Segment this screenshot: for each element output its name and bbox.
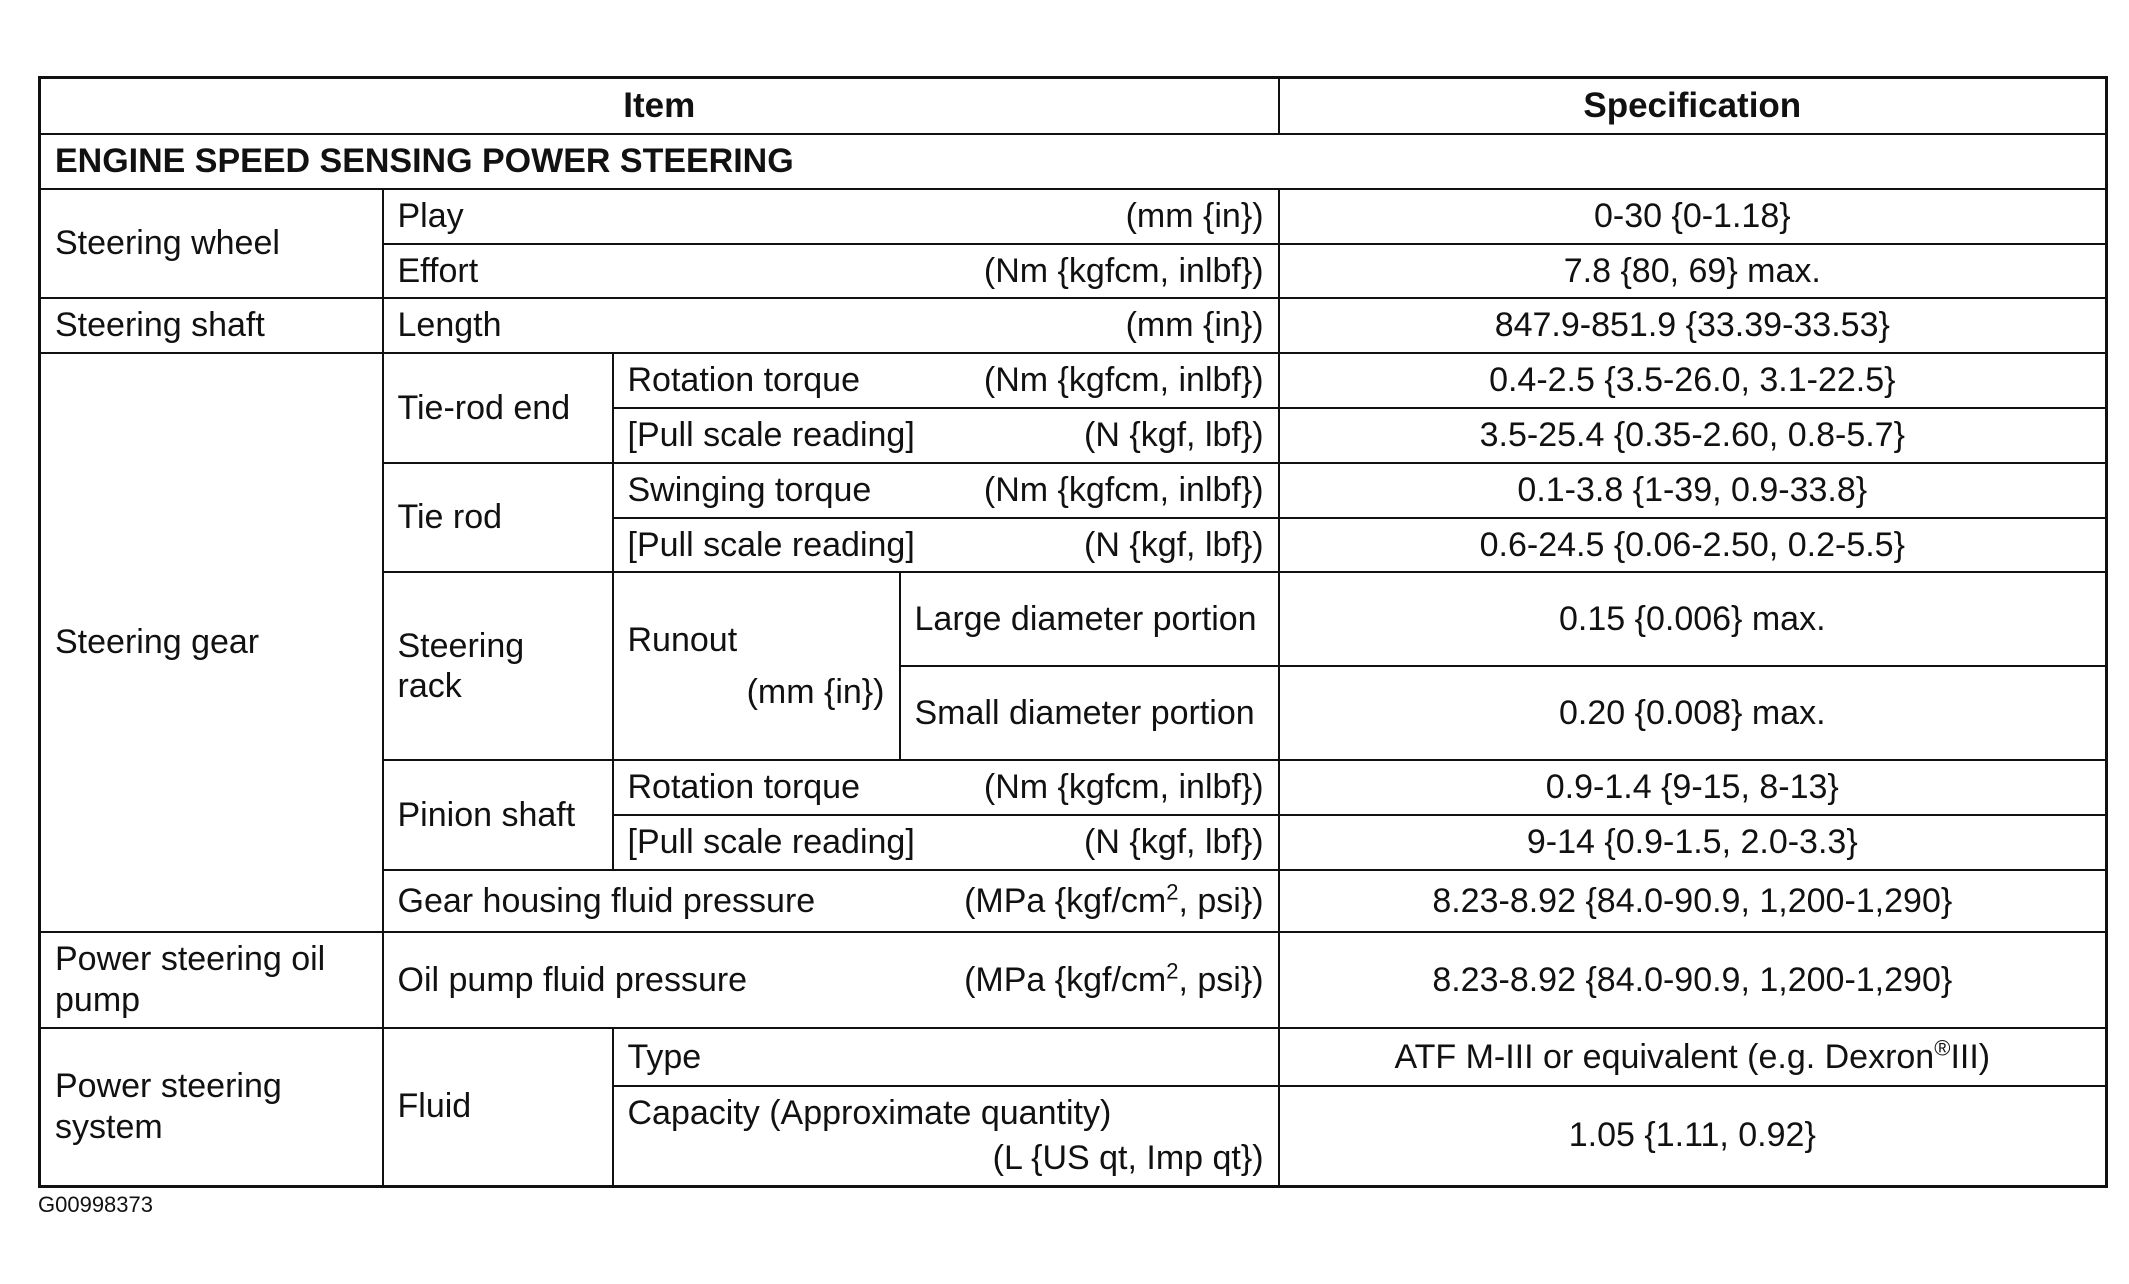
oil-pump-label: Power steering oil pump [40, 932, 383, 1028]
header-row [40, 78, 2107, 135]
length-item [383, 298, 1279, 353]
length-spec: 847.9-851.9 {33.39-33.53} [1279, 298, 2107, 353]
table-row [40, 298, 2107, 353]
effort-name: Effort [397, 251, 479, 290]
type-spec-a: ATF M-III or equivalent (e.g. Dexron [1394, 1037, 1935, 1076]
tr-pull-spec: 0.6-24.5 {0.06-2.50, 0.2-5.5} [1279, 518, 2107, 573]
ps-rotation-name: Rotation torque [627, 768, 860, 807]
ps-pull-spec: 9-14 {0.9-1.5, 2.0-3.3} [1279, 815, 2107, 870]
gear-housing-spec: 8.23-8.92 {84.0-90.9, 1,200-1,290} [1279, 870, 2107, 932]
tr-swinging-name: Swinging torque [627, 470, 872, 509]
type-name: Type [627, 1037, 702, 1076]
oil-pump-name: Oil pump fluid pressure [397, 960, 748, 999]
item-header: Item [40, 78, 1279, 135]
capacity-item [613, 1086, 1279, 1186]
gear-housing-unit-b: , psi}) [1178, 881, 1264, 920]
capacity-spec: 1.05 {1.11, 0.92} [1279, 1086, 2107, 1186]
table-row [40, 189, 2107, 244]
ps-pull-item [613, 815, 1279, 870]
specification-header: Specification [1279, 78, 2107, 135]
tr-swinging-item [613, 463, 1279, 518]
runout-label: Runout [627, 620, 738, 659]
tie-rod-label: Tie rod [383, 463, 613, 573]
large-diameter-spec: 0.15 {0.006} max. [1279, 572, 2107, 666]
tre-pull-item [613, 408, 1279, 463]
tr-pull-unit: (N {kgf, lbf}) [1084, 525, 1264, 564]
ps-pull-name: [Pull scale reading] [627, 823, 915, 862]
effort-item [383, 244, 1279, 299]
play-spec: 0-30 {0-1.18} [1279, 189, 2107, 244]
steering-gear-label: Steering gear [40, 353, 383, 932]
section-title: ENGINE SPEED SENSING POWER STEERING [40, 134, 2107, 189]
fluid-label: Fluid [383, 1028, 613, 1186]
runout-cell [613, 572, 900, 760]
gear-housing-unit-a: (MPa {kgf/cm [964, 881, 1167, 920]
ps-rotation-item [613, 760, 1279, 815]
tre-pull-unit: (N {kgf, lbf}) [1084, 415, 1264, 454]
type-item [613, 1028, 1279, 1086]
type-spec [1279, 1028, 2107, 1086]
tre-rotation-item [613, 353, 1279, 408]
tr-pull-name: [Pull scale reading] [627, 525, 915, 564]
steering-shaft-label: Steering shaft [40, 298, 383, 353]
capacity-unit: (L {US qt, Imp qt}) [992, 1138, 1264, 1177]
ps-pull-unit: (N {kgf, lbf}) [1084, 823, 1264, 862]
ps-rotation-unit: (Nm {kgfcm, inlbf}) [983, 768, 1264, 807]
oil-pump-unit [964, 960, 1263, 1001]
oil-pump-unit-sup: 2 [1166, 958, 1179, 984]
table-row [40, 1028, 2107, 1086]
gear-housing-unit [964, 881, 1263, 922]
oil-pump-spec: 8.23-8.92 {84.0-90.9, 1,200-1,290} [1279, 932, 2107, 1028]
tre-pull-spec: 3.5-25.4 {0.35-2.60, 0.8-5.7} [1279, 408, 2107, 463]
oil-pump-item [383, 932, 1279, 1028]
gear-housing-unit-sup: 2 [1166, 879, 1179, 905]
tie-rod-end-label: Tie-rod end [383, 353, 613, 463]
play-name: Play [397, 196, 464, 235]
type-spec-b: III) [1950, 1037, 1991, 1076]
oil-pump-unit-a: (MPa {kgf/cm [964, 960, 1167, 999]
play-item [383, 189, 1279, 244]
system-label: Power steering system [40, 1028, 383, 1186]
ps-rotation-spec: 0.9-1.4 {9-15, 8-13} [1279, 760, 2107, 815]
tr-swinging-unit: (Nm {kgfcm, inlbf}) [983, 470, 1264, 509]
large-diameter-label: Large diameter portion [900, 572, 1279, 666]
type-spec-sup: ® [1934, 1035, 1951, 1061]
gear-housing-name: Gear housing fluid pressure [397, 881, 816, 920]
tre-rotation-unit: (Nm {kgfcm, inlbf}) [983, 361, 1264, 400]
tre-rotation-spec: 0.4-2.5 {3.5-26.0, 3.1-22.5} [1279, 353, 2107, 408]
table-row [40, 353, 2107, 408]
spec-table [38, 76, 2108, 1188]
effort-unit: (Nm {kgfcm, inlbf}) [983, 251, 1264, 290]
length-unit: (mm {in}) [1125, 306, 1264, 345]
tre-pull-name: [Pull scale reading] [627, 415, 915, 454]
tr-pull-item [613, 518, 1279, 573]
figure-id: G00998373 [38, 1192, 153, 1217]
small-diameter-spec: 0.20 {0.008} max. [1279, 666, 2107, 760]
pinion-shaft-label: Pinion shaft [383, 760, 613, 870]
runout-unit: (mm {in}) [746, 673, 885, 712]
gear-housing-item [383, 870, 1279, 932]
effort-spec: 7.8 {80, 69} max. [1279, 244, 2107, 299]
table-row [40, 932, 2107, 1028]
section-row [40, 134, 2107, 189]
steering-rack-label: Steering rack [383, 572, 613, 760]
tr-swinging-spec: 0.1-3.8 {1-39, 0.9-33.8} [1279, 463, 2107, 518]
tre-rotation-name: Rotation torque [627, 361, 860, 400]
play-unit: (mm {in}) [1125, 196, 1264, 235]
steering-wheel-label: Steering wheel [40, 189, 383, 299]
length-name: Length [397, 306, 502, 345]
small-diameter-label: Small diameter portion [900, 666, 1279, 760]
capacity-name: Capacity (Approximate quantity) [627, 1093, 1112, 1132]
oil-pump-unit-b: , psi}) [1178, 960, 1264, 999]
